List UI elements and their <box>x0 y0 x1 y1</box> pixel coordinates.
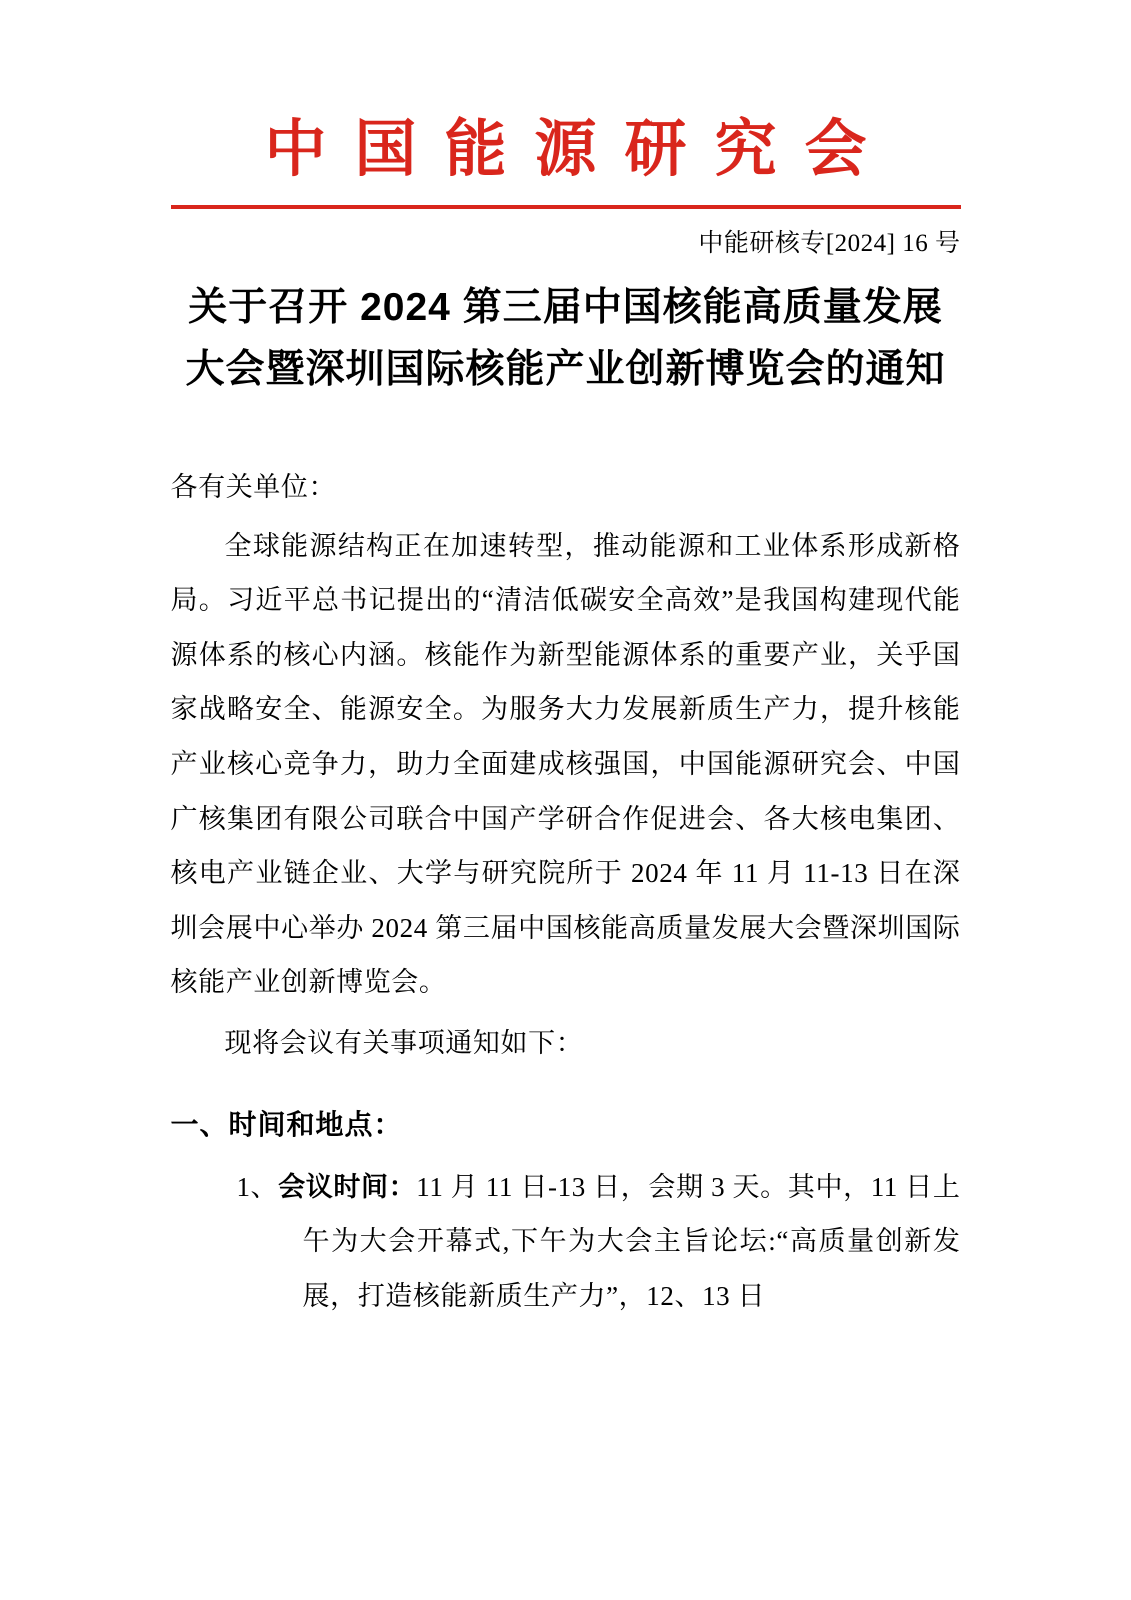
section-heading-1: 一、时间和地点： <box>170 1109 403 1141</box>
page-title <box>166 277 966 400</box>
salutation: 各有关单位： <box>170 472 337 503</box>
document-number: 中能研核专[2024] 16 号 <box>698 230 961 258</box>
body-paragraph-1: 全球能源结构正在加速转型，推动能源和工业体系形成新格局。习近平总书记提出的“清洁低碳安全高效”是我国构建现代能源体系的核心内涵。核能作为新型能源体系的重要产业，关乎国家战略安全、能源安全。为服务大力发展新质生产力，提升核能产业核心竞争力，助力全面建成核强国，中国能源研究会、中国广核集团有限公司联合中国产学研合作促进会、各大核电集团、核电产业链企业、大学与研究院所于 2024 年 11 月 11-13 日在深圳会展中心举办 2024 第三届中国核能高质量发展大会暨深圳国际核能产业创新博览会。 <box>170 530 961 998</box>
list-item-number: 1、 <box>236 1171 279 1202</box>
letterhead <box>171 0 961 209</box>
issuing-organization: 中国能源研究会 <box>264 116 895 184</box>
document-body <box>171 460 961 1323</box>
letterhead-divider <box>171 205 961 209</box>
list-item-label: 会议时间： <box>278 1171 417 1202</box>
page-title-line-1: 关于召开 2024 第三届中国核能高质量发展 <box>188 286 943 330</box>
list-item-text: 11 月 11 日-13 日，会期 3 天。其中，11 日上午为大会开幕式,下午为大会主旨论坛:“高质量创新发展，打造核能新质生产力”，12、13 日 <box>302 1171 961 1311</box>
list-item <box>237 1160 961 1324</box>
body-paragraph-2: 现将会议有关事项通知如下： <box>224 1027 584 1058</box>
page-title-line-2: 大会暨深圳国际核能产业创新博览会的通知 <box>185 347 946 391</box>
